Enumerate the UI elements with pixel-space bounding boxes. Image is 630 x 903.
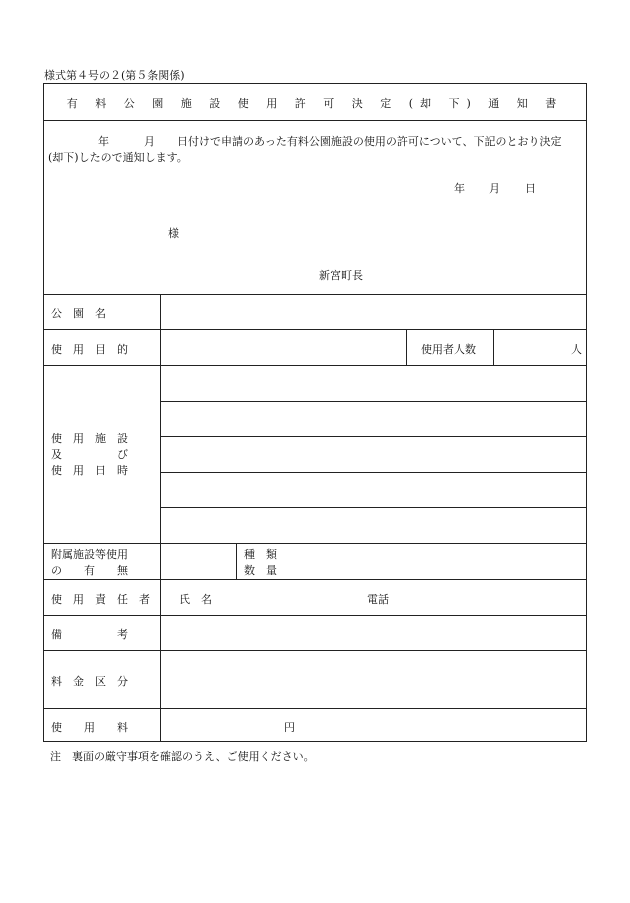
divider [44,543,586,544]
divider [44,579,586,580]
intro-year: 年 [98,135,109,148]
divider [44,708,586,709]
phone-label: 電話 [367,593,389,606]
remarks-label: 備 考 [51,628,128,641]
quantity-label: 数 量 [244,564,277,577]
document-title: 有 料 公 園 施 設 使 用 許 可 決 定 (却 下) 通 知 書 [66,97,564,110]
user-count-unit: 人 [571,343,582,356]
date-year: 年 [454,182,465,195]
kind-label: 種 類 [244,548,277,561]
divider [236,543,237,579]
intro-month: 月 [144,135,155,148]
divider [160,436,586,437]
intro-text: 日付けで申請のあった有料公園施設の使用の許可について、下記のとおり決定 [177,135,562,148]
footnote: 注 裏面の厳守事項を確認のうえ、ご使用ください。 [50,750,315,763]
divider [44,329,586,330]
issuer: 新宮町長 [319,269,363,282]
divider [44,294,586,295]
notice-form [43,83,587,742]
responsible-label: 使 用 責 任 者 [51,593,150,606]
user-count-label: 使用者人数 [421,343,476,356]
name-label: 氏 名 [179,593,212,606]
divider [406,329,407,365]
divider [44,650,586,651]
facility-label-line3: 使 用 日 時 [51,464,128,477]
divider [160,401,586,402]
fee-label: 使 用 料 [51,721,128,734]
annex-label-line2: の 有 無 [51,564,128,577]
facility-label-line2: 及 び [51,448,128,461]
facility-label-line1: 使 用 施 設 [51,432,128,445]
date-month: 月 [489,182,500,195]
form-number: 様式第４号の２(第５条関係) [44,69,185,82]
park-name-label: 公 園 名 [51,307,106,320]
fee-class-label: 料 金 区 分 [51,675,128,688]
purpose-label: 使 用 目 的 [51,343,128,356]
divider [493,329,494,365]
divider [160,507,586,508]
intro-text-line2: (却下)したので通知します。 [48,151,188,164]
date-day: 日 [525,182,536,195]
divider [44,120,586,121]
annex-label-line1: 附属施設等使用 [51,548,128,561]
divider [44,615,586,616]
yen-unit: 円 [284,721,295,734]
divider [160,472,586,473]
recipient-honorific: 様 [168,227,179,240]
label-column-divider [160,294,161,741]
divider [44,365,586,366]
